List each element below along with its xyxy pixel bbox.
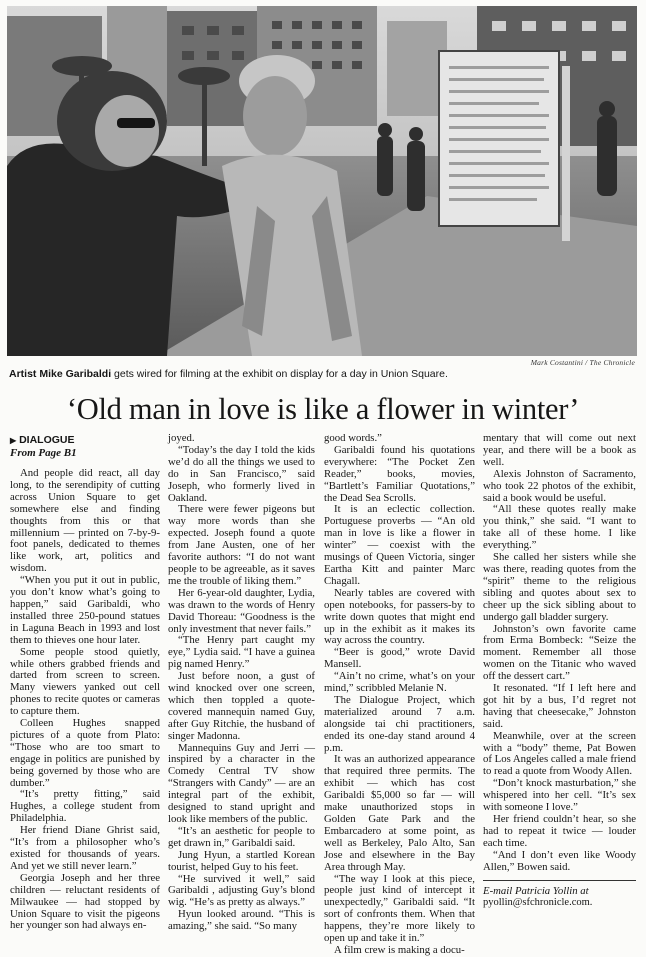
paragraph: Mannequins Guy and Jerri — inspired by a character in the Comedy Central TV show “Strangers with Candy” — are an integral part of the exhibit, designed to stand upright and look like members of the public. [168,741,315,825]
paragraph: “The way I look at this piece, people just kind of intercept it unexpectedly,” Garibaldi said. “It sort of confronts them. When that happens, they’re more likely to open up and take it in.” [324,872,475,945]
paragraph: Her friend Diane Ghrist said, “It’s from a philosopher who’s existed for thousands of years. And yet we still never learn.” [10,824,160,872]
email-label: E-mail Patricia Yollin at [483,884,589,897]
paragraph: Georgia Joseph and her three children — reluctant residents of Milwaukee — had stopped by Union Square to visit the pigeons her younger son had always en- [10,871,160,932]
paragraph: “He survived it well,” said Garibaldi , adjusting Guy’s blond wig. “He’s as pretty as always.” [168,872,315,909]
paragraph: Just before noon, a gust of wind knocked over one screen, which then toppled a quote-covered mannequin named Guy, after Guy Ritchie, the husband of singer Madonna. [168,670,315,742]
play-arrow-icon: ▶ [10,436,17,445]
article-column-2 [168,433,315,933]
paragraph: Alexis Johnston of Sacramento, who took 22 photos of the exhibit, said a book would be useful. [483,467,636,504]
paragraph: Johnston’s own favorite came from Erma Bombeck: “Seize the moment. Remember all those women on the Titanic who waved off the dessert cart.” [483,622,636,683]
paragraph: And people did react, all day long, to the serendipity of cutting across Union Square to get somewhere else and finding thoughts from this or that millennium — printed on 7-by-9-foot panels, dedicated to themes like work, art, politics and wisdom. [10,467,160,575]
paragraph: Colleen Hughes snapped pictures of a quote from Plato: “Those who are too smart to engage in politics are punished by being governed by those who are dumber.” [10,717,160,789]
paragraph: “The Henry part caught my eye,” Lydia said. “I have a guinea pig named Henry.” [168,634,315,671]
divider [483,880,636,881]
caption-lead: Artist Mike Garibaldi [9,368,112,380]
paragraph: The Dialogue Project, which materialized around 7 a.m. alongside tai chi practitioners, ended its one-day stand around 4 p.m. [324,693,475,754]
paragraph: “All these quotes really make you think,” she said. “I want to take all of these home. I like everything.” [483,503,636,552]
paragraph: A film crew is making a docu- [334,943,465,956]
paragraph: She called her sisters while she was there, reading quotes from the “spirit” theme to the religious sibling and quotes about sex to cheer up the sick sibling about to undergo gall bladder surgery. [483,551,636,623]
paragraph: “It’s an aesthetic for people to get drawn in,” Garibaldi said. [168,824,315,849]
photo-caption [9,368,637,381]
paragraph: mentary that will come out next year, and there will be a book as well. [483,432,636,468]
news-photo [7,6,637,356]
article-column-3 [324,433,475,957]
headline: ‘Old man in love is like a flower in winter’ [66,392,580,426]
paragraph: “Today’s the day I told the kids we’d do all the things we used to do in San Francisco,” said Joseph, who formerly lived in Oakland. [168,443,315,504]
paragraph: good words.” [324,432,382,444]
paragraph: Some people stood quietly, while others grabbed friends and darted from screen to screen. Many viewers yanked out cell phones to recite quotes or cameras to capture them. [10,645,160,718]
article-column-1 [10,434,160,932]
caption-text: gets wired for filming at the exhibit on display for a day in Union Square. [111,368,448,380]
paragraph: Nearly tables are covered with open notebooks, for passers-by to write down quotes that might end up in the exhibit as it makes its way across the country. [324,586,475,647]
paragraph: Hyun looked around. “This is amazing,” she said. “So many [168,908,315,933]
paragraph: Her friend couldn’t hear, so she had to repeat it twice — louder each time. [483,813,636,849]
paragraph: “When you put it out in public, you don’t know what’s going to happen,” said Garibaldi, who installed three 250-pound statues in Laguna Beach in 1993 and lost them to thieves one hour later. [10,574,160,646]
photo-illustration [7,6,637,356]
paragraph: “Don’t knock masturbation,” she whispered into her cell. “It’s sex with someone I love.” [483,777,636,814]
paragraph: It was an authorized appearance that required three permits. The exhibit — which has cost Garibaldi $5,000 so far — will make unauthorized stops in Golden Gate Park and the Embarcadero at some point, as well as Berkeley, Palo Alto, San Jose and elsewhere in the Bay Area through May. [324,753,475,873]
jump-line: From Page B1 [10,447,77,459]
section-kicker [10,434,160,447]
paragraph: “It’s pretty fitting,” said Hughes, a college student from Philadelphia. [10,788,160,825]
paragraph: Her 6-year-old daughter, Lydia, was drawn to the words of Henry David Thoreau: “Goodness is the only investment that never fails.” [168,586,315,635]
article-column-4 [483,433,636,909]
paragraph: “Ain’t no crime, what’s on your mind,” scribbled Melanie N. [324,670,475,695]
paragraph: It is an eclectic collection. Portuguese proverbs — “An old man in love is like a flower in winter” — coexist with the musings of Queen Victoria, singer Eartha Kitt and painter Marc Chagall. [324,503,475,587]
email-address: pyollin@sfchronicle.com. [483,896,593,908]
paragraph: joyed. [168,432,195,444]
paragraph: There were fewer pigeons but way more words than she expected. Joseph found a quote from Jane Austen, one of her favorite authors: “I do not want people to be agreeable, as it saves me the trouble of liking them.” [168,503,315,587]
paragraph: “Beer is good,” wrote David Mansell. [324,646,475,671]
paragraph: Garibaldi found his quotations everywhere: “The Pocket Zen Reader,” books, movies, “Bartlett’s Familiar Quotations,” the Dead Sea Scrolls. [324,443,475,504]
paragraph: “And I don’t even like Woody Allen,” Bowen said. [483,848,636,873]
paragraph: It resonated. “If I left here and got hit by a bus, I’d regret not having that cheesecake,” Johnston said. [483,682,636,730]
photo-credit: Mark Costantini / The Chronicle [530,358,635,367]
section-label: DIALOGUE [19,434,75,446]
paragraph: Jung Hyun, a startled Korean tourist, helped Guy to his feet. [168,848,315,873]
paragraph: Meanwhile, over at the screen with a “body” theme, Pat Bowen of Los Angeles called a male friend to read a quote from Woody Allen. [483,729,636,778]
